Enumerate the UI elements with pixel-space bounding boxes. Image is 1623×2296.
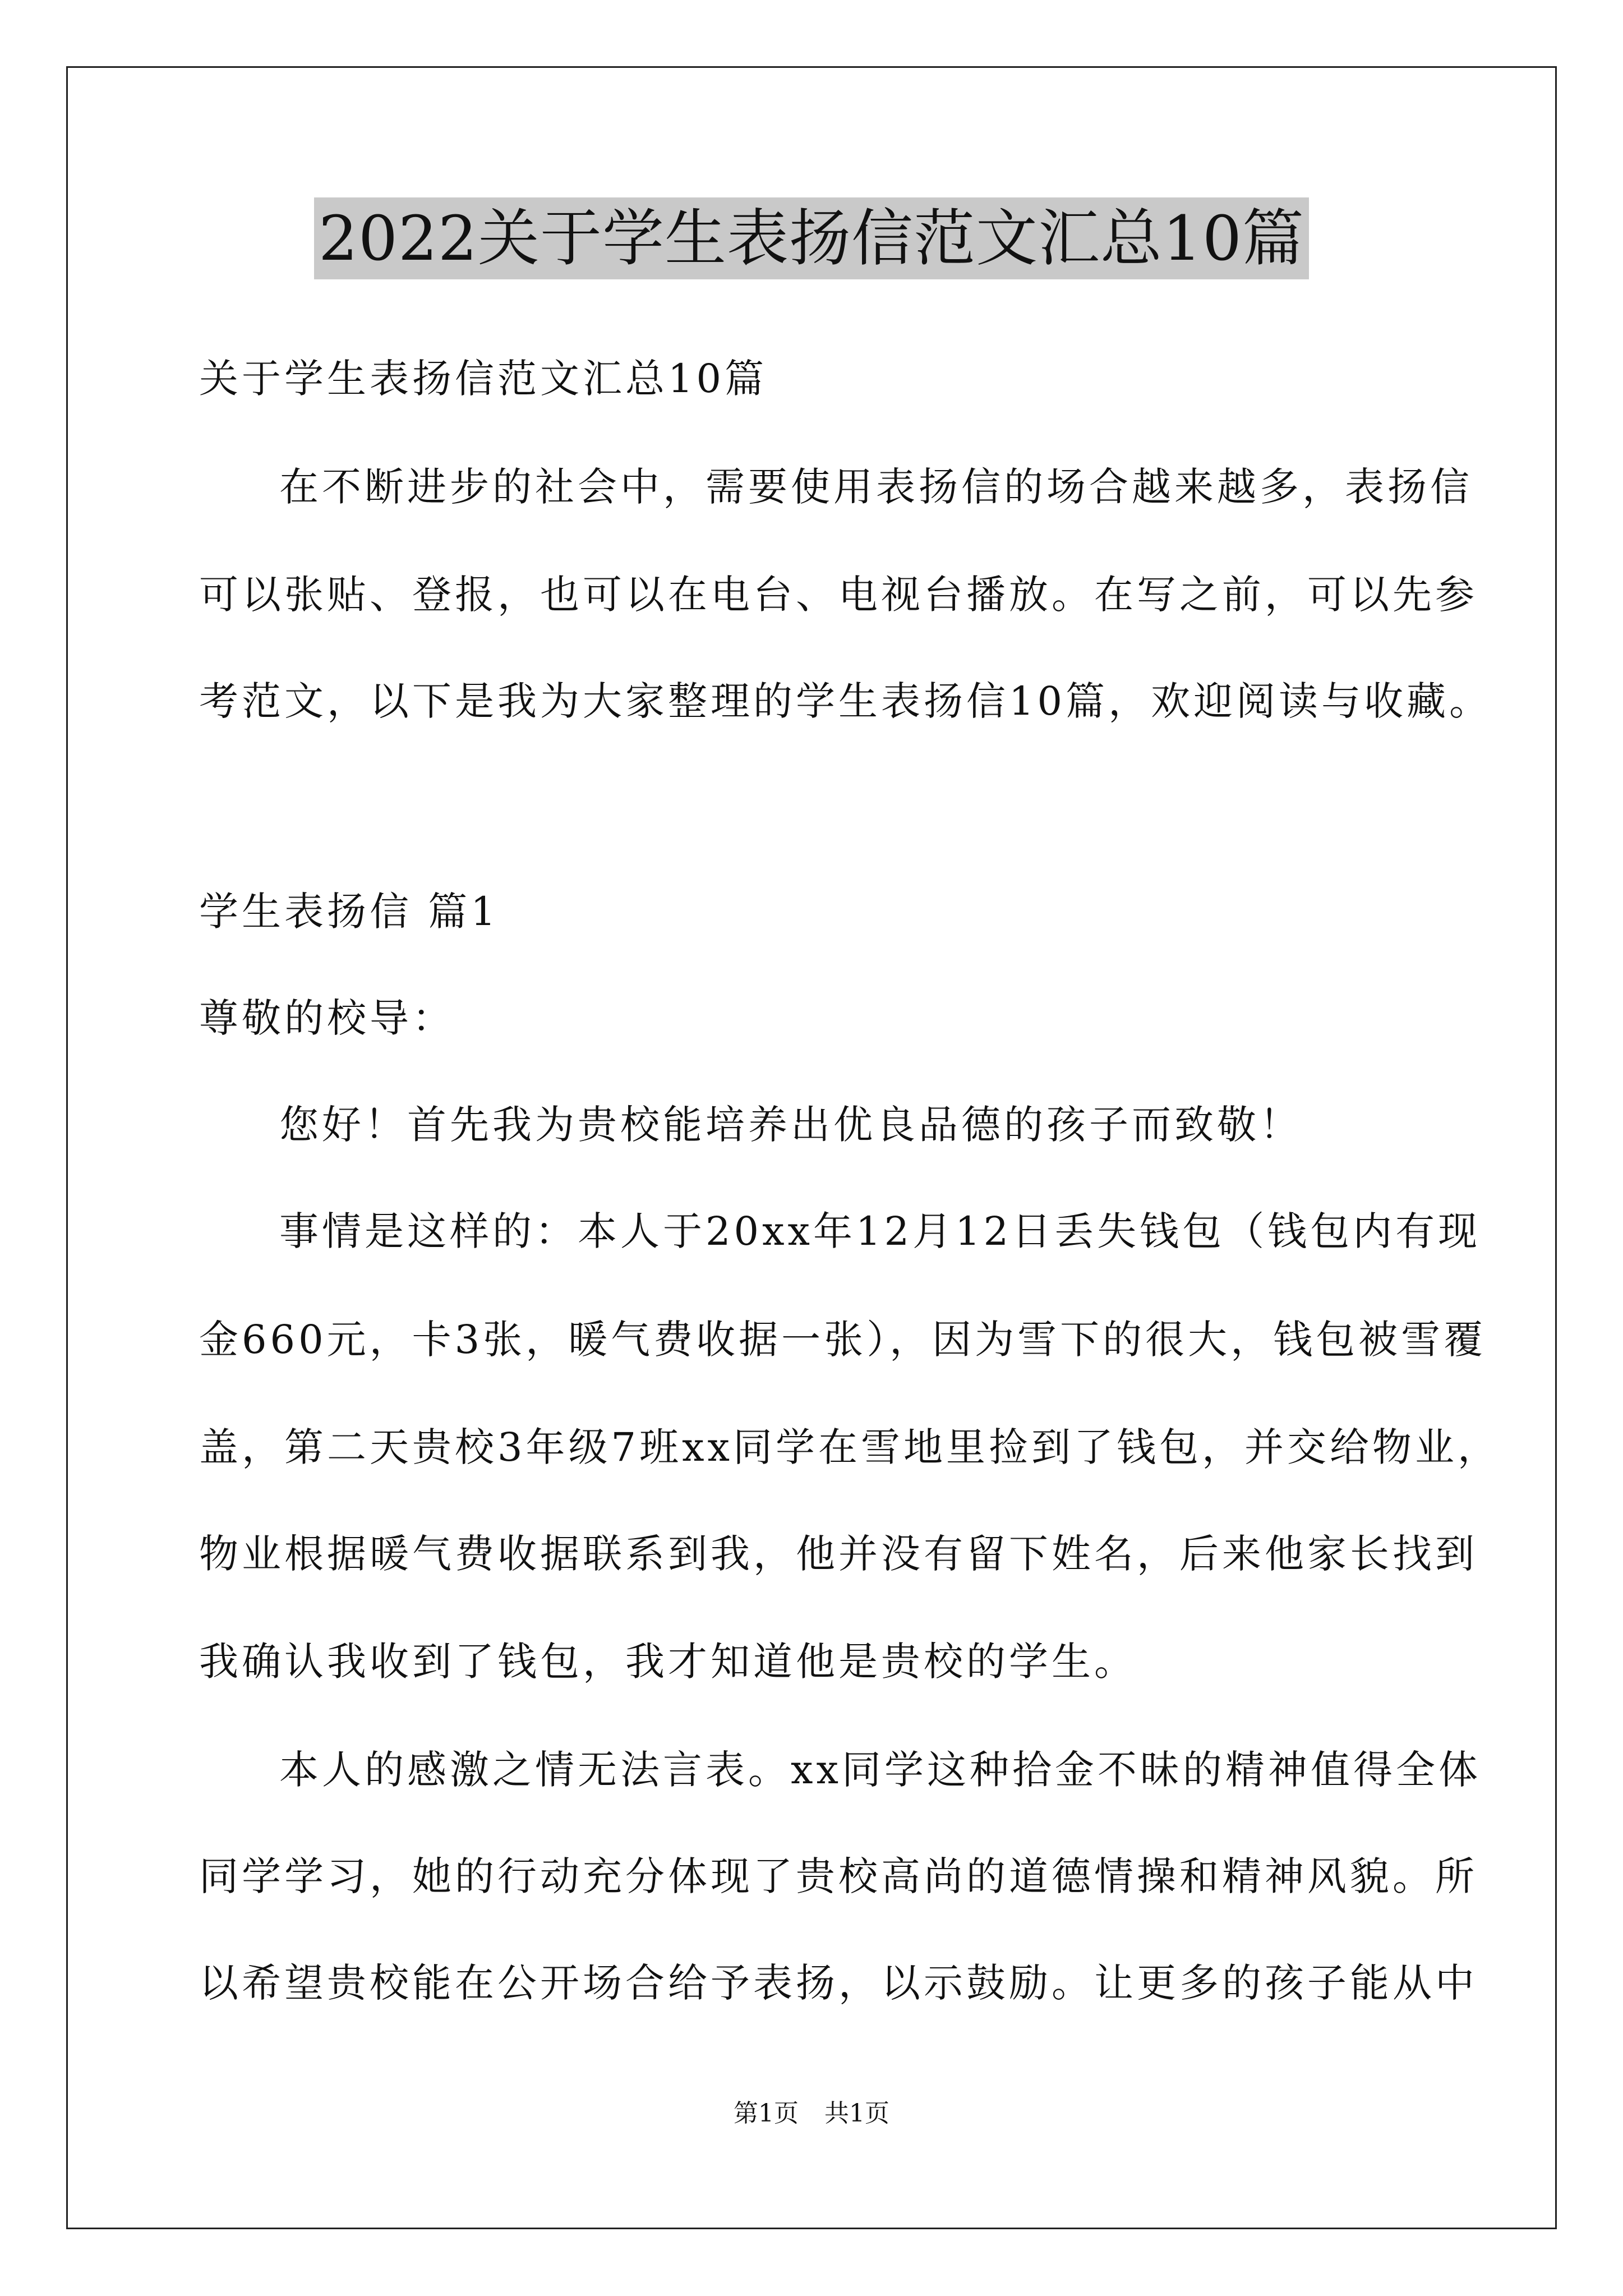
- body-line-8: 同学学习，她的行动充分体现了贵校高尚的道德情操和精神风貌。所: [199, 1853, 1478, 1899]
- intro-line-1: 在不断进步的社会中，需要使用表扬信的场合越来越多，表扬信: [279, 464, 1473, 510]
- title-container: [0, 197, 1623, 279]
- page-number-current: 第1页: [734, 2099, 799, 2128]
- body-line-3: 金660元，卡3张，暖气费收据一张），因为雪下的很大，钱包被雪覆: [199, 1317, 1487, 1363]
- salutation: 尊敬的校导：: [199, 995, 455, 1041]
- document-title: 2022关于学生表扬信范文汇总10篇: [314, 197, 1309, 279]
- intro-line-2: 可以张贴、登报，也可以在电台、电视台播放。在写之前，可以先参: [199, 572, 1478, 618]
- body-line-9: 以希望贵校能在公开场合给予表扬，以示鼓励。让更多的孩子能从中: [199, 1960, 1478, 2006]
- body-line-1: 您好！首先我为贵校能培养出优良品德的孩子而致敬！: [279, 1102, 1302, 1148]
- body-line-4: 盖，第二天贵校3年级7班xx同学在雪地里捡到了钱包，并交给物业，: [199, 1424, 1501, 1470]
- body-line-6: 我确认我收到了钱包，我才知道他是贵校的学生。: [199, 1639, 1137, 1685]
- intro-line-3: 考范文，以下是我为大家整理的学生表扬信10篇，欢迎阅读与收藏。: [199, 678, 1492, 724]
- page-footer: [0, 2097, 1623, 2131]
- page-number-total: 共1页: [824, 2099, 889, 2128]
- body-line-2: 事情是这样的：本人于20xx年12月12日丢失钱包（钱包内有现: [279, 1208, 1481, 1254]
- body-line-7: 本人的感激之情无法言表。xx同学这种拾金不昧的精神值得全体: [279, 1747, 1481, 1793]
- section-heading: 学生表扬信 篇1: [199, 889, 499, 935]
- document-subtitle: 关于学生表扬信范文汇总10篇: [199, 356, 768, 402]
- body-line-5: 物业根据暖气费收据联系到我，他并没有留下姓名，后来他家长找到: [199, 1531, 1478, 1577]
